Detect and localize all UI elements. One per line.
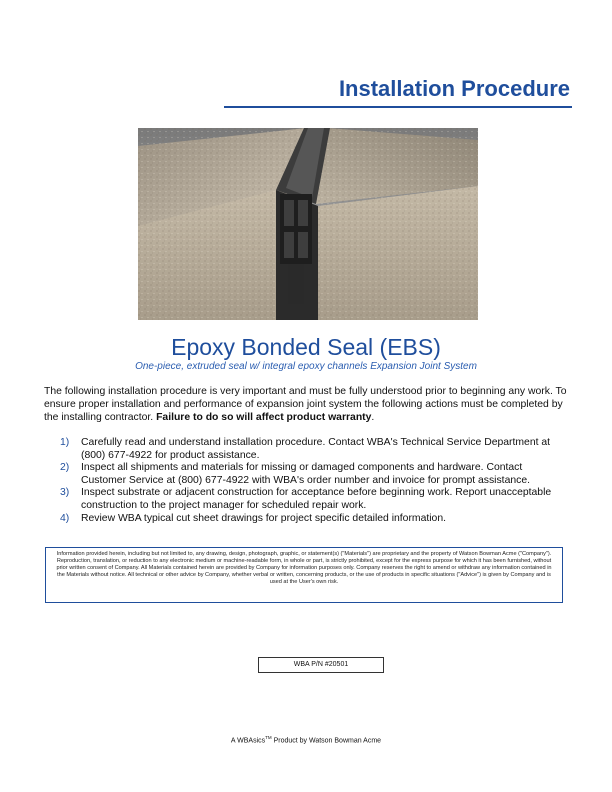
intro-text: The following installation procedure is very important and must be fully understood prior to beginning any work. To ensure proper installation and performance of expansion joint system the following actions must be completed by the installing contractor. [44, 386, 567, 423]
intro-end: . [371, 412, 375, 423]
epoxy-bonded-seal-photo [138, 128, 478, 320]
header-divider [224, 106, 572, 108]
step-text: Review WBA typical cut sheet drawings for project specific detailed information. [81, 512, 446, 524]
step-item [60, 513, 560, 526]
step-text: Carefully read and understand installation procedure. Contact WBA's Technical Service Department at (800) 677-4922 for product assistance. [81, 437, 551, 461]
step-number: 1) [60, 437, 70, 448]
intro-paragraph [44, 385, 574, 424]
step-number: 4) [60, 512, 70, 524]
part-number-box: WBA P/N #20501 [258, 657, 384, 673]
footer-prefix: A WBAsics [230, 737, 266, 745]
footer-credit [0, 735, 612, 744]
legal-disclaimer: Information provided herein, including but not limited to, any drawing, design, photograph, graphic, or statement(s) ("Materials") are proprietary and the property of Watson Bowman Acme ("Company"). Reproduction, translation, or reduction to any electronic medium or machine-readable form, in whole or part, is strictly prohibited, except for the express purpose for which it has been furnished, without prior written consent of Company. All Materials contained herein are provided by Company for information purposes only. Company reserves the right to amend or withdraw any information contained in the Materials without notice. All technical or other advice by Company, whether verbal or written, concerning products, or the use of products in specific situations ("Advice") is given by Company and is used at the User's own risk. [45, 547, 563, 603]
warranty-warning: Failure to do so will affect product warranty [156, 412, 372, 423]
trademark-mark: TM [265, 735, 272, 740]
step-number: 3) [60, 487, 70, 499]
product-title: Epoxy Bonded Seal (EBS) [171, 334, 441, 360]
product-subtitle: One-piece, extruded seal w/ integral epoxy channels Expansion Joint System [135, 361, 477, 372]
procedure-steps [60, 437, 560, 525]
step-text: Inspect all shipments and materials for missing or damaged components and hardware. Contact Customer Service at (800) 677-4922 with WBA's order number and invoice for prompt assistance. [81, 462, 530, 486]
page-title: Installation Procedure [338, 76, 570, 101]
step-number: 2) [60, 462, 70, 474]
footer-suffix: Product by Watson Bowman Acme [271, 737, 382, 745]
step-item [60, 462, 560, 487]
step-item [60, 437, 560, 462]
step-item [60, 487, 560, 512]
step-text: Inspect substrate or adjacent construction for acceptance before beginning work. Report unacceptable construction to the project manager for scheduled repair work. [81, 487, 552, 511]
